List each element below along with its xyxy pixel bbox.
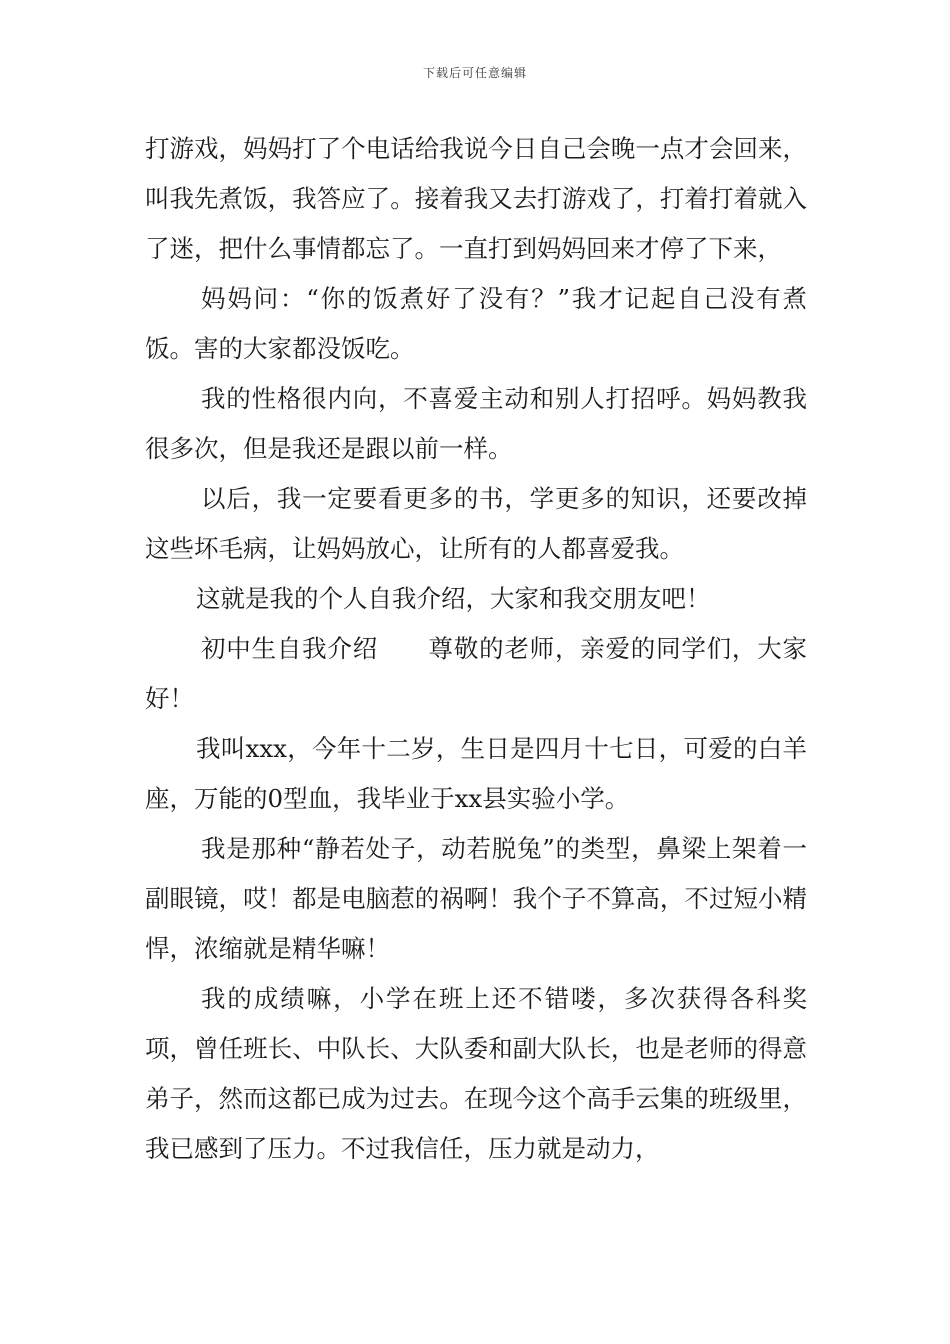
paragraph-7: 我叫xxx，今年十二岁，生日是四月十七日，可爱的白羊座，万能的0型血，我毕业于xx县实验小学。 bbox=[145, 734, 807, 813]
paragraph-6: 初中生自我介绍 尊敬的老师，亲爱的同学们，大家好！ bbox=[145, 634, 807, 713]
paragraph-8: 我是那种“静若处子，动若脱兔”的类型，鼻梁上架着一副眼镜，哎！都是电脑惹的祸啊！我个子不算高，不过短小精悍，浓缩就是精华嘛！ bbox=[145, 834, 807, 963]
document-body bbox=[145, 124, 807, 1174]
paragraph-5: 这就是我的个人自我介绍，大家和我交朋友吧！ bbox=[196, 584, 711, 613]
paragraph-9: 我的成绩嘛，小学在班上还不错喽，多次获得各科奖项，曾任班长、中队长、大队委和副大队长，也是老师的得意弟子，然而这都已成为过去。在现今这个高手云集的班级里，我已感到了压力。不过我信任，压力就是动力， bbox=[145, 984, 807, 1163]
paragraph-2: 妈妈问：“你的饭煮好了没有？”我才记起自己没有煮饭。害的大家都没饭吃。 bbox=[145, 284, 807, 363]
paragraph-3: 我的性格很内向，不喜爱主动和别人打招呼。妈妈教我很多次，但是我还是跟以前一样。 bbox=[145, 384, 807, 463]
page-header: 下载后可任意编辑 bbox=[422, 66, 527, 80]
paragraph-1: 打游戏，妈妈打了个电话给我说今日自己会晚一点才会回来，叫我先煮饭，我答应了。接着我又去打游戏了，打着打着就入了迷，把什么事情都忘了。一直打到妈妈回来才停了下来， bbox=[145, 134, 807, 263]
paragraph-4: 以后，我一定要看更多的书，学更多的知识，还要改掉这些坏毛病，让妈妈放心，让所有的人都喜爱我。 bbox=[145, 484, 807, 563]
